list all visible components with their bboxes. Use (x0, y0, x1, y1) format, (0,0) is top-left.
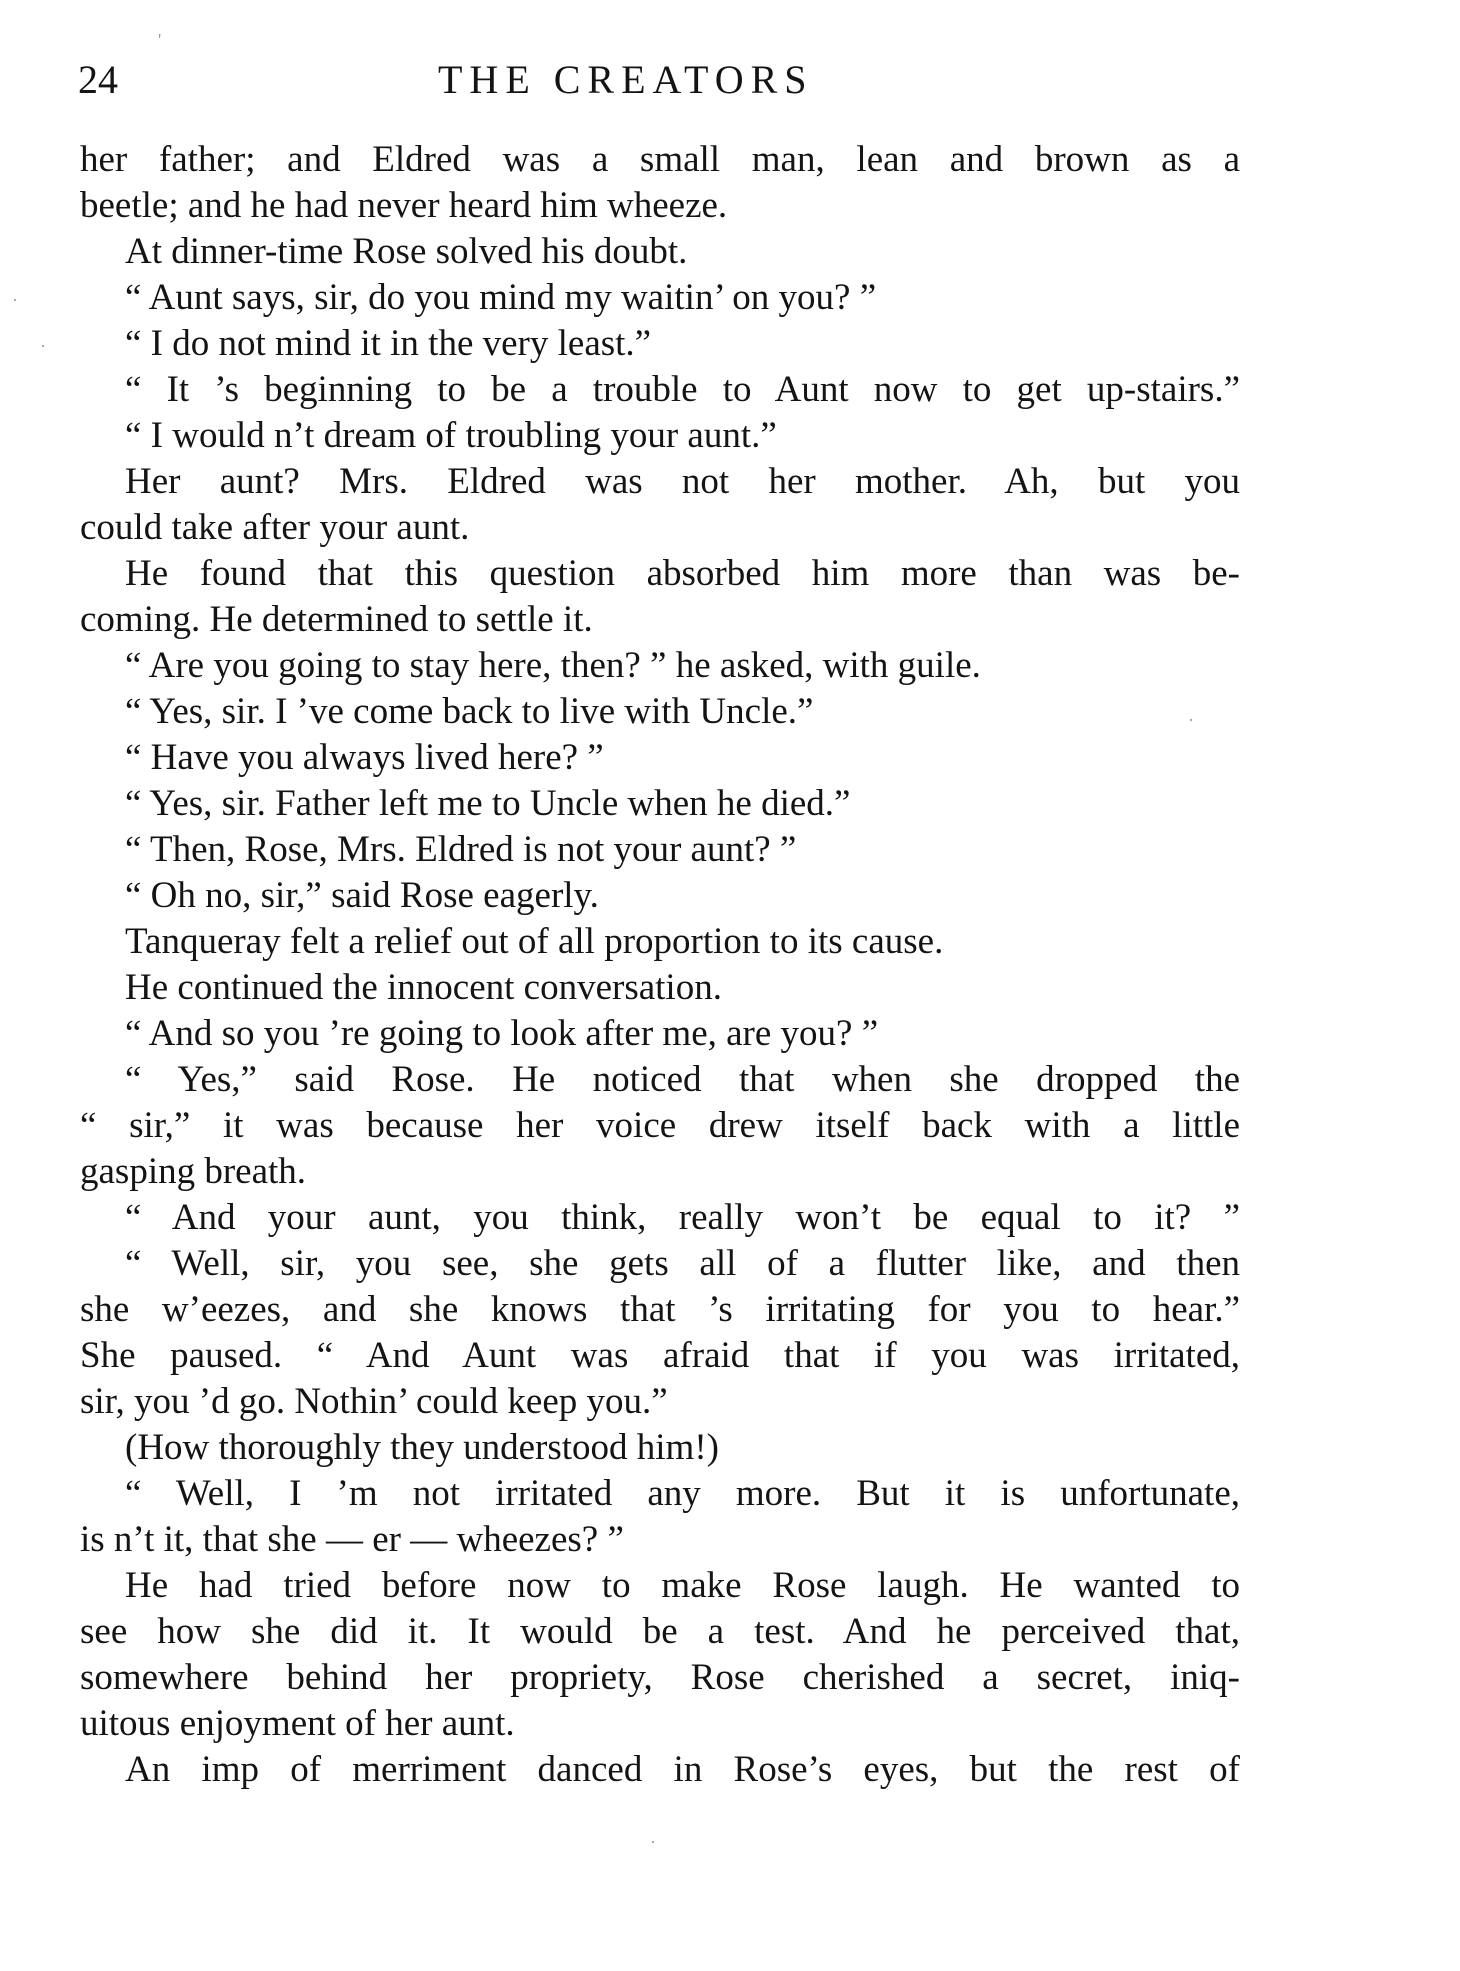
body-text (80, 137, 1240, 1793)
text-line: somewhere behind her propriety, Rose cherished a secret, iniq- (80, 1657, 1240, 1698)
scan-speck-mark: · (1188, 710, 1194, 730)
text-line: her father; and Eldred was a small man, lean and brown as a (80, 139, 1240, 180)
text-line: He found that this question absorbed him more than was be- (125, 553, 1240, 594)
text-line: “ And your aunt, you think, really won’t be equal to it? ” (125, 1197, 1240, 1238)
text-line: Her aunt? Mrs. Eldred was not her mother. Ah, but you (125, 461, 1240, 502)
text-line: She paused. “ And Aunt was afraid that if you was irritated, (80, 1335, 1240, 1376)
text-line: “ Well, sir, you see, she gets all of a flutter like, and then (125, 1243, 1240, 1284)
page-header (78, 52, 1258, 112)
text-line: “ I would n’t dream of troubling your aunt.” (125, 415, 777, 456)
text-line: (How thoroughly they understood him!) (125, 1427, 719, 1468)
text-line: “ I do not mind it in the very least.” (125, 323, 652, 364)
scan-speck-mark: · (12, 290, 18, 310)
text-line: “ Yes, sir. I ’ve come back to live with Uncle.” (125, 691, 814, 732)
text-line: “ Are you going to stay here, then? ” he asked, with guile. (125, 645, 981, 686)
text-line: sir, you ’d go. Nothin’ could keep you.” (80, 1381, 668, 1422)
scan-speck-mark: · (650, 1832, 656, 1852)
text-line: “ Aunt says, sir, do you mind my waitin’ on you? ” (125, 277, 877, 318)
scan-speck-mark: · (40, 336, 46, 356)
text-line: beetle; and he had never heard him wheeze. (80, 185, 728, 226)
text-line: He had tried before now to make Rose laugh. He wanted to (125, 1565, 1240, 1606)
text-line: she w’eezes, and she knows that ’s irritating for you to hear.” (80, 1289, 1240, 1330)
text-line: could take after your aunt. (80, 507, 470, 548)
text-line: “ Yes,” said Rose. He noticed that when she dropped the (125, 1059, 1240, 1100)
text-line: “ And so you ’re going to look after me, are you? ” (125, 1013, 879, 1054)
text-line: coming. He determined to settle it. (80, 599, 593, 640)
text-line: uitous enjoyment of her aunt. (80, 1703, 515, 1744)
text-line: “ Oh no, sir,” said Rose eagerly. (125, 875, 599, 916)
text-line: Tanqueray felt a relief out of all proportion to its cause. (125, 921, 944, 962)
text-line: An imp of merriment danced in Rose’s eyes, but the rest of (125, 1749, 1240, 1790)
text-line: At dinner-time Rose solved his doubt. (125, 231, 688, 272)
running-title: THE CREATORS (438, 57, 814, 102)
text-line: “ It ’s beginning to be a trouble to Aunt now to get up-stairs.” (125, 369, 1240, 410)
text-line: is n’t it, that she — er — wheezes? ” (80, 1519, 624, 1560)
scan-speck-mark: ' (158, 30, 162, 50)
text-line: He continued the innocent conversation. (125, 967, 722, 1008)
text-line: “ Then, Rose, Mrs. Eldred is not your aunt? ” (125, 829, 797, 870)
text-line: “ Well, I ’m not irritated any more. But it is unfortunate, (125, 1473, 1240, 1514)
page-number: 24 (78, 57, 118, 102)
text-line: “ Yes, sir. Father left me to Uncle when he died.” (125, 783, 851, 824)
text-line: see how she did it. It would be a test. And he perceived that, (80, 1611, 1240, 1652)
text-line: “ Have you always lived here? ” (125, 737, 604, 778)
text-line: “ sir,” it was because her voice drew itself back with a little (80, 1105, 1240, 1146)
text-line: gasping breath. (80, 1151, 307, 1192)
